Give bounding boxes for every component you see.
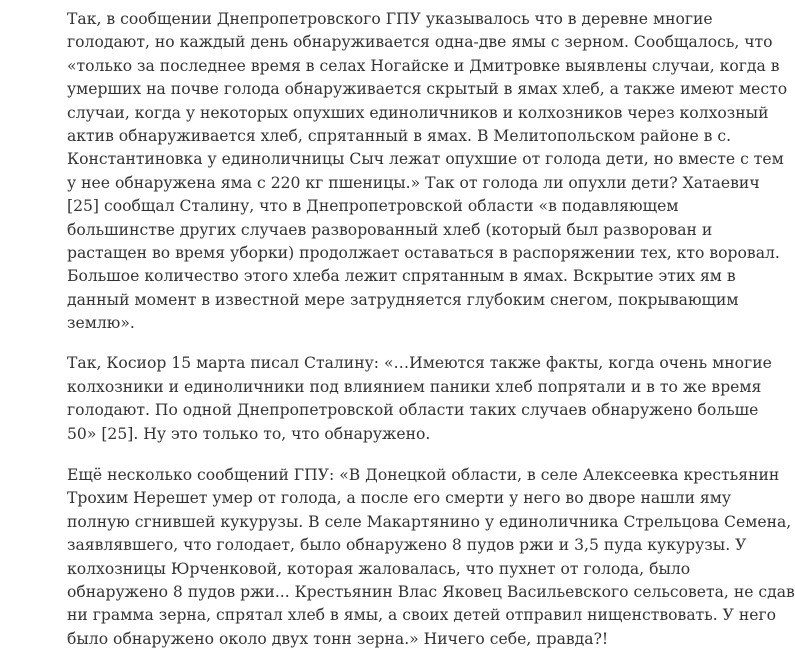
text-line: Ещё несколько сообщений ГПУ: «В Донецкой области, в селе Алексеевка крестьянин — [67, 466, 780, 485]
text-line: колхозницы Юрченковой, которая жаловалась, что пухнет от голода, было — [67, 559, 691, 578]
text-line: Константиновка у единоличницы Сыч лежат опухшие от голода дети, но вместе с тем — [67, 150, 784, 169]
text-line: Большое количество этого хлеба лежит спрятанным в ямах. Вскрытие этих ям в — [67, 267, 736, 286]
text-line: голодают, но каждый день обнаруживается одна-две ямы с зерном. Сообщалось, что — [67, 33, 773, 52]
article-paragraph-3 — [67, 464, 795, 651]
text-line: Трохим Нерешет умер от голода, а после его смерти у него во дворе нашли яму — [67, 489, 732, 508]
text-line: голодают. По одной Днепропетровской области таких случаев обнаружено больше — [67, 401, 759, 420]
text-line: было обнаружено около двух тонн зерна.» Ничего себе, правда?! — [67, 629, 609, 648]
text-line: умерших на почве голода обнаруживается скрытый в ямах хлеб, а также имеют место — [67, 80, 788, 99]
text-line: колхозники и единоличники под влиянием паники хлеб попрятали и в то же время — [67, 377, 762, 396]
article-paragraph-1 — [67, 8, 788, 335]
text-line: у нее обнаружена яма с 220 кг пшеницы.» Так от голода ли опухли дети? Хатаевич — [67, 173, 760, 192]
text-line: большинстве других случаев разворованный хлеб (который был разворован и — [67, 220, 713, 239]
text-line: случаи, когда у некоторых опухших единоличников и колхозников через колхозный — [67, 103, 769, 122]
text-line: 50» [25]. Ну это только то, что обнаружено. — [67, 424, 431, 443]
text-line: Так, Косиор 15 марта писал Сталину: «…Имеются также факты, когда очень многие — [67, 354, 772, 373]
text-line: данный момент в известной мере затрудняется глубоким снегом, покрывающим — [67, 290, 739, 309]
text-line: ни грамма зерна, спрятал хлеб в ямы, а своих детей отправил нищенствовать. У него — [67, 606, 777, 625]
text-line: актив обнаруживается хлеб, спрятанный в ямах. В Мелитопольском районе в с. — [67, 126, 732, 145]
text-line: землю». — [67, 314, 135, 333]
text-line: обнаружено 8 пудов ржи... Крестьянин Влас Яковец Васильевского сельсовета, не сдав — [67, 582, 795, 601]
article-body — [67, 8, 795, 668]
text-line: [25] сообщал Сталину, что в Днепропетровской области «в подавляющем — [67, 197, 679, 216]
article-paragraph-2 — [67, 352, 772, 446]
text-line: полную сгнившей кукурузы. В селе Макартянино у единоличника Стрельцова Семена, — [67, 512, 792, 531]
text-line: заявлявшего, что голодает, было обнаружено 8 пудов ржи и 3,5 пуда кукурузы. У — [67, 536, 747, 555]
text-line: Так, в сообщении Днепропетровского ГПУ указывалось что в деревне многие — [67, 10, 713, 28]
text-line: «только за последнее время в селах Ногайске и Дмитровке выявлены случаи, когда в — [67, 56, 780, 75]
text-line: растащен во время уборки) продолжает оставаться в распоряжении тех, кто воровал. — [67, 243, 780, 262]
